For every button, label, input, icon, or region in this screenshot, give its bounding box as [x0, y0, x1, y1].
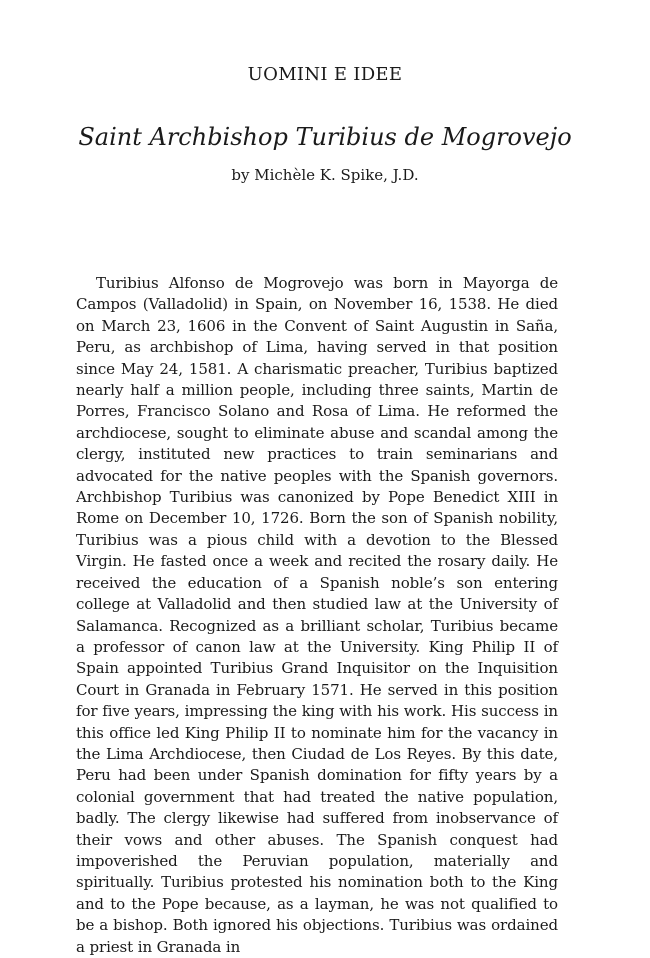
- article-body-paragraph: Turibius Alfonso de Mogrovejo was born in Mayorga de Campos (Valladolid) in Spain, on November 16, 1538. He died on March 23, 1606 in the Convent of Saint Augustin in Saña, Peru, as archbishop of Lima, having served in that position since May 24, 1581. A charismatic preacher, Turibius baptized nearly half a million people, including three saints, Martin de Porres, Francisco Solano and Rosa of Lima. He reformed the archdiocese, sought to eliminate abuse and scandal among the clergy, instituted new practices to train seminarians and advocated for the native peoples with the Spanish governors. Archbishop Turibius was canonized by Pope Benedict XIII in Rome on December 10, 1726. Born the son of Spanish nobility, Turibius was a pious child with a devotion to the Blessed Virgin. He fasted once a week and recited the rosary daily. He received the education of a Spanish noble’s son entering college at Valladolid and then studied law at the University of Salamanca. Recognized as a brilliant scholar, Turibius became a professor of canon law at the University. King Philip II of Spain appointed Turibius Grand Inquisitor on the Inquisition Court in Granada in February 1571. He served in this position for five years, impressing the king with his work. His success in this office led King Philip II to nominate him for the vacancy in the Lima Archdiocese, then Ciudad de Los Reyes. By this date, Peru had been under Spanish domination for fifty years by a colonial government that had treated the native population, badly. The clergy likewise had suffered from inobservance of their vows and other abuses. The Spanish conquest had impoverished the Peruvian population, materially and spiritually. Turibius protested his nomination both to the King and to the Pope because, as a layman, he was not qualified to be a bishop. Both ignored his objections. Turibius was ordained a priest in Granada in: [76, 274, 558, 956]
- article-byline: by Michèle K. Spike, J.D.: [231, 166, 419, 184]
- section-header: UOMINI E IDEE: [247, 64, 403, 85]
- article-title: Saint Archbishop Turibius de Mogrovejo: [78, 123, 572, 151]
